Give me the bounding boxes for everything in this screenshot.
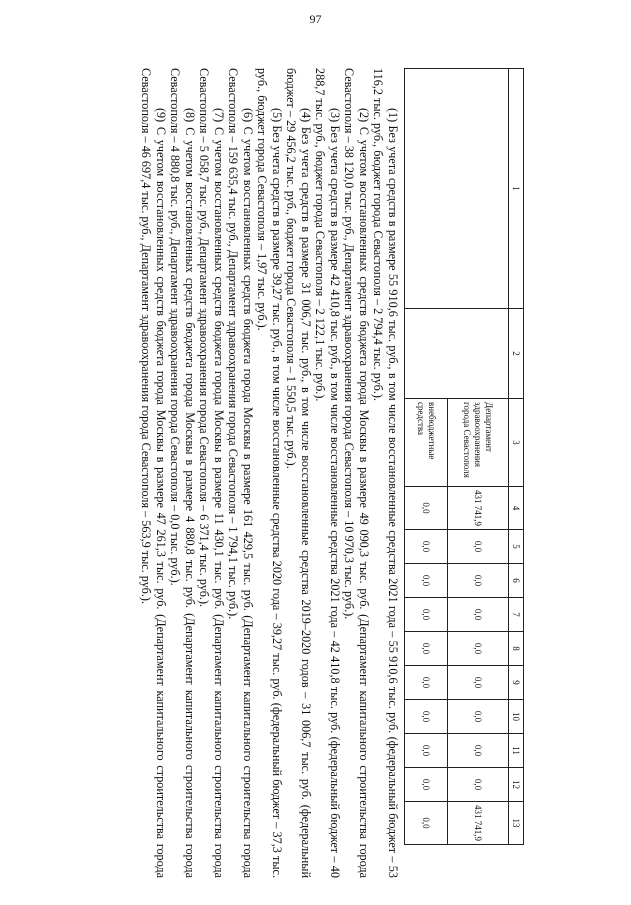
table-header-cell: 5 (509, 530, 524, 564)
rotated-content (76, 48, 546, 898)
table-cell-value: 0,0 (448, 666, 509, 700)
footnote: (5) Без учета средств в размере 39,27 тыс. руб., в том числе восстановленные средства 2020 года – 39,27 тыс. руб. (федеральный бюджет – 37,3 тыс. руб., бюджет города Севастополя – 1,97 тыс. руб.). (255, 68, 284, 878)
table-cell-value: 0,0 (448, 598, 509, 632)
table-cell-value: 0,0 (405, 564, 448, 598)
table-header-cell: 10 (509, 700, 524, 734)
table-cell-value: 0,0 (448, 564, 509, 598)
table-header-cell: 11 (509, 734, 524, 768)
footnote: (8) С учетом восстановленных средств бюджета города Москвы в размере 4 880,8 тыс. руб. (Департамент капитального строительства города Севастополя – 4 880,8 тыс. руб., Департамент здравоохранения города Севастополя – 0,0 тыс. руб.). (168, 68, 197, 878)
table-header-cell: 2 (509, 309, 524, 399)
table-cell-source: внебюджетные средства (405, 399, 448, 487)
table-header-cell: 7 (509, 598, 524, 632)
table-row (448, 69, 509, 845)
footnote: (6) С учетом восстановленных средств бюджета города Москвы в размере 161 429,5 тыс. руб. (Департамент капитального строительства города Севастополя – 159 635,4 тыс. руб., Департамент здравоохранения города Севастополя – 1 794,1 тыс. руб.). (226, 68, 255, 878)
table-cell-value: 0,0 (405, 632, 448, 666)
table-cell-value: 431 741,9 (448, 487, 509, 530)
table-cell-value: 0,0 (405, 802, 448, 845)
table-header-cell: 8 (509, 632, 524, 666)
table-cell-value: 0,0 (405, 530, 448, 564)
table-header-cell: 9 (509, 666, 524, 700)
table-cell-value: 0,0 (405, 598, 448, 632)
table-cell-value: 0,0 (448, 700, 509, 734)
table-cell-value: 0,0 (405, 700, 448, 734)
table-cell-value: 0,0 (448, 768, 509, 802)
footnote: (2) С учетом восстановленных средств бюджета города Москвы в размере 49 090,3 тыс. руб. (Департамент капитального строительства города Севастополя – 38 120,0 тыс. руб., Департамент здравоохранения города Севастополя – 10 970,3 тыс. руб.). (342, 68, 371, 878)
table-header-cell: 4 (509, 487, 524, 530)
table-cell-source: Департамент здравоохранения города Севастополя (448, 399, 509, 487)
budget-table (404, 68, 524, 845)
page-number: 97 (309, 12, 322, 26)
table-header-cell: 12 (509, 768, 524, 802)
footnote: (9) С учетом восстановленных средств бюджета города Москвы в размере 47 261,3 тыс. руб. (Департамент капитального строительства города Севастополя – 46 697,4 тыс. руб., Департамент здравоохранения города Севастополя – 563,9 тыс. руб.). (139, 68, 168, 878)
footnote: (7) С учетом восстановленных средств бюджета города Москвы в размере 11 430,1 тыс. руб. (Департамент капитального строительства города Севастополя – 5 058,7 тыс. руб., Департамент здравоохранения города Севастополя – 6 371,4 тыс. руб.). (197, 68, 226, 878)
table-header-row (509, 69, 524, 845)
table-cell-value: 0,0 (448, 734, 509, 768)
table-cell-col2 (405, 309, 509, 399)
table-header-cell: 1 (509, 69, 524, 309)
table-header-cell: 6 (509, 564, 524, 598)
table-cell-value: 0,0 (405, 768, 448, 802)
table-cell-value: 0,0 (405, 734, 448, 768)
table-header-cell: 3 (509, 399, 524, 487)
table-cell-value: 0,0 (448, 632, 509, 666)
table-cell-col1 (405, 69, 509, 309)
footnotes (139, 68, 400, 878)
footnote: (3) Без учета средств в размере 42 410,8 тыс. руб., в том числе восстановленные средства 2021 года – 42 410,8 тыс. руб. (федеральный бюджет – 40 288,7 тыс. руб., бюджет города Севастополя – 2 122,1 тыс. руб.). (313, 68, 342, 878)
table-cell-value: 0,0 (405, 666, 448, 700)
footnote: (1) Без учета средств в размере 55 910,6 тыс. руб., в том числе восстановленные средства 2021 года – 55 910,6 тыс. руб. (федеральный бюджет – 53 116,2 тыс. руб., бюджет города Севастополя – 2 794,4 тыс. руб.). (371, 68, 400, 878)
footnote: (4) Без учета средств в размере 31 006,7 тыс. руб., в том числе восстановленные средства 2019–2020 годов – 31 006,7 тыс. руб. (федеральный бюджет – 29 456,2 тыс. руб., бюджет города Севастополя – 1 550,5 тыс. руб.). (284, 68, 313, 878)
table-cell-value: 0,0 (405, 487, 448, 530)
table-header-cell: 13 (509, 802, 524, 845)
table-cell-value: 0,0 (448, 530, 509, 564)
table-cell-value: 431 741,9 (448, 802, 509, 845)
